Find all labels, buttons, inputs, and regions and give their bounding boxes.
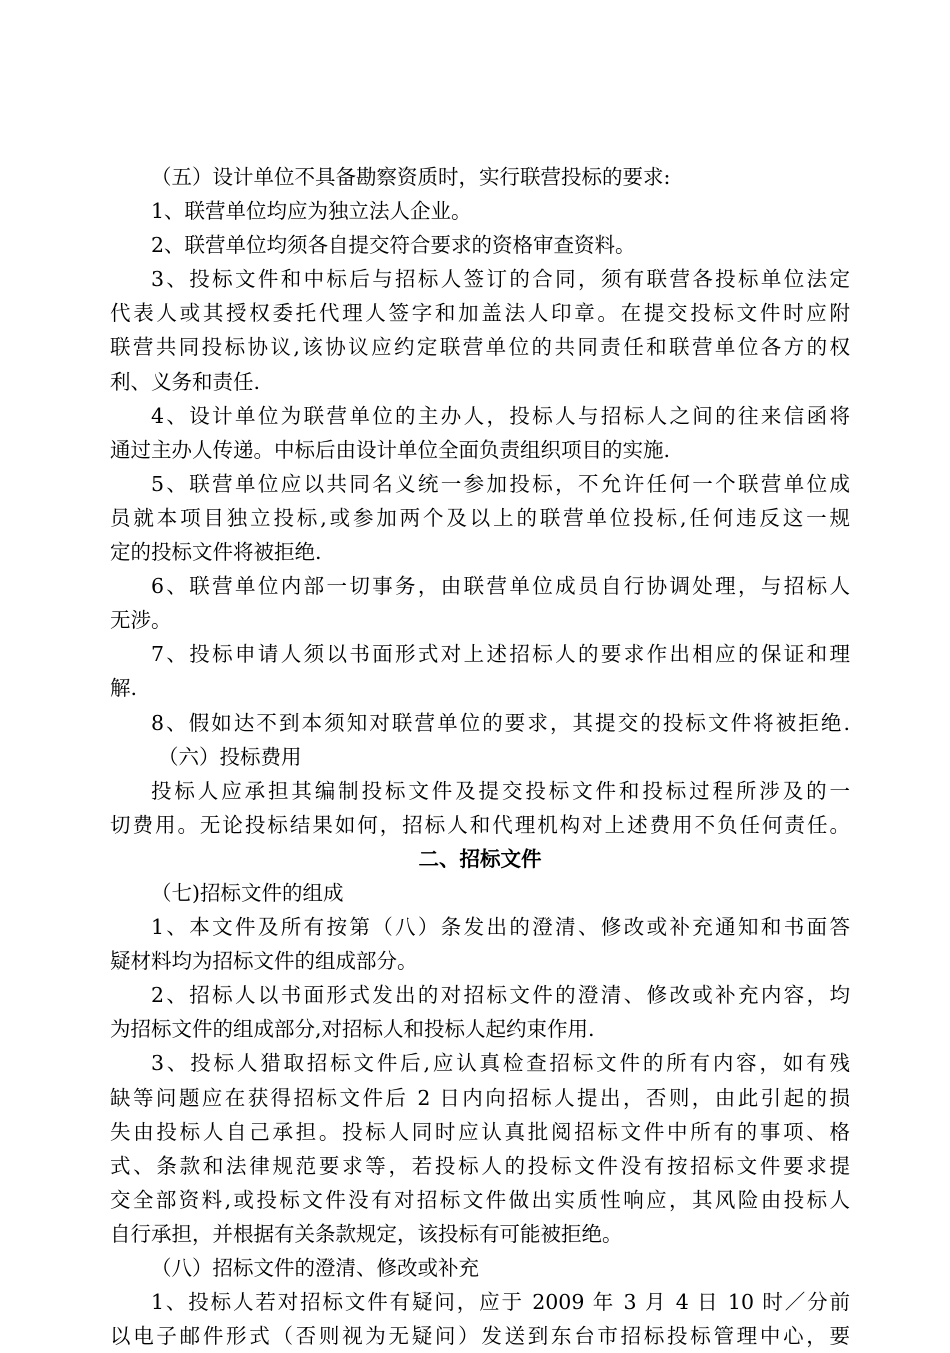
section-5-item-3-line: 联营共同投标协议,该协议应约定联营单位的共同责任和联营单位各方的权 [110,335,850,360]
document-page [110,160,850,1353]
section-6-body-line: 切费用。无论投标结果如何，招标人和代理机构对上述费用不负任何责任。 [110,812,850,837]
section-7-item-3-line: 缺等问题应在获得招标文件后 2 日内向招标人提出，否则，由此引起的损 [110,1085,850,1110]
section-5-item-3-line: 利、义务和责任. [110,369,261,394]
section-5-item-5-line: 定的投标文件将被拒绝. [110,540,322,565]
section-7-item-3-line: 3、投标人猎取招标文件后,应认真检查招标文件的所有内容，如有残 [151,1051,850,1076]
section-5-item-3-line: 3、投标文件和中标后与招标人签订的合同，须有联营各投标单位法定 [151,267,850,292]
section-7-item-1-line: 疑材料均为招标文件的组成部分。 [110,949,418,974]
section-5-item-2: 2、联营单位均须各自提交符合要求的资格审查资料。 [151,233,636,258]
section-7-item-3-line: 式、条款和法律规范要求等，若投标人的投标文件没有按招标文件要求提 [110,1153,850,1178]
section-5-item-8: 8、假如达不到本须知对联营单位的要求，其提交的投标文件将被拒绝. [151,710,850,735]
section-7-item-3-line: 失由投标人自己承担。投标人同时应认真批阅招标文件中所有的事项、格 [110,1119,850,1144]
section-7-item-2-line: 为招标文件的组成部分,对招标人和投标人起约束作用. [110,1017,595,1042]
section-8-item-1-line: 以电子邮件形式（否则视为无疑问）发送到东台市招标投标管理中心，要 [110,1324,850,1349]
section-6-heading: （六）投标费用 [158,744,302,769]
section-7-item-2-line: 2、招标人以书面形式发出的对招标文件的澄清、修改或补充内容，均 [151,983,850,1008]
section-5-item-3-line: 代表人或其授权委托代理人签字和加盖法人印章。在提交投标文件时应附 [110,301,850,326]
section-5-heading: （五）设计单位不具备勘察资质时，实行联营投标的要求: [151,165,671,189]
section-5-item-7-line: 解. [110,676,138,701]
section-7-item-1-line: 1、本文件及所有按第（八）条发出的澄清、修改或补充通知和书面答 [151,915,850,940]
section-8-heading: （八）招标文件的澄清、修改或补充 [151,1256,479,1280]
chapter-2-title: 二、招标文件 [418,846,542,871]
section-5-item-6-line: 6、联营单位内部一切事务，由联营单位成员自行协调处理，与招标人 [151,574,850,599]
section-7-item-3-line: 交全部资料,或投标文件没有对招标文件做出实质性响应，其风险由投标人 [110,1187,850,1212]
section-6-body-line: 投标人应承担其编制投标文件及提交投标文件和投标过程所涉及的一 [151,778,850,803]
section-7-item-3-line: 自行承担，并根据有关条款规定，该投标有可能被拒绝。 [110,1221,623,1246]
section-5-item-7-line: 7、投标申请人须以书面形式对上述招标人的要求作出相应的保证和理 [151,642,850,667]
section-5-item-1: 1、联营单位均应为独立法人企业。 [151,199,472,224]
section-5-item-5-line: 5、联营单位应以共同名义统一参加投标，不允许任何一个联营单位成 [151,471,850,496]
section-5-item-6-line: 无涉。 [110,608,172,633]
section-7-heading: （七)招标文件的组成 [151,880,344,905]
section-8-item-1-line: 1、投标人若对招标文件有疑问，应于 2009 年 3 月 4 日 10 时／分前 [151,1290,850,1315]
section-5-item-4-line: 通过主办人传递。中标后由设计单位全面负责组织项目的实施. [110,437,671,462]
section-5-item-5-line: 员就本项目独立投标,或参加两个及以上的联营单位投标,任何违反这一规 [110,505,850,530]
section-5-item-4-line: 4、设计单位为联营单位的主办人，投标人与招标人之间的往来信函将 [151,403,850,428]
